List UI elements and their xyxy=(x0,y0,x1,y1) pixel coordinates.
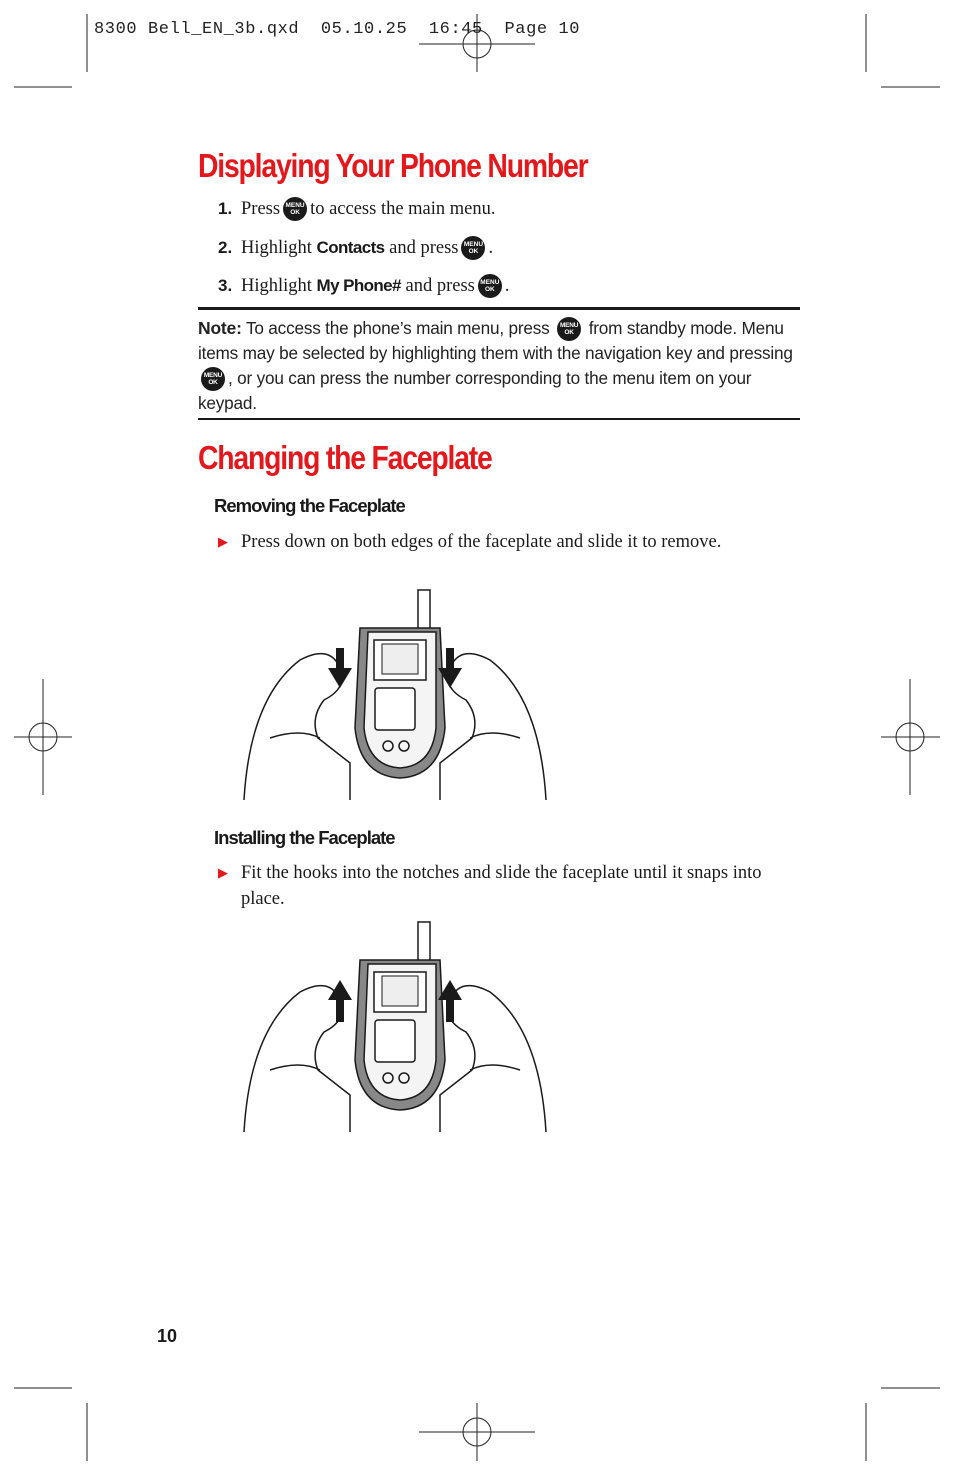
step-text: and press xyxy=(405,275,475,296)
menu-ok-button-icon: MENU OK xyxy=(478,274,502,298)
bullet-installing xyxy=(218,860,778,912)
menu-ok-button-icon: MENU OK xyxy=(201,367,225,391)
bullet-removing xyxy=(218,529,778,555)
bullet-text: Press down on both edges of the faceplate and slide it to remove. xyxy=(241,532,722,552)
step-number: 1. xyxy=(218,199,233,218)
illustration-installing-faceplate xyxy=(240,920,550,1132)
step-text: Highlight xyxy=(241,237,312,258)
bullet-text: Fit the hooks into the notches and slide the faceplate until it snaps into place. xyxy=(241,863,762,909)
step-text: Highlight xyxy=(241,275,312,296)
step-text: and press xyxy=(389,237,459,258)
menu-keyword: My Phone# xyxy=(316,276,401,295)
bullet-triangle-icon: ▶ xyxy=(218,865,228,880)
note-box xyxy=(198,316,804,415)
step-end: . xyxy=(504,275,510,296)
menu-ok-button-icon: MENU OK xyxy=(557,317,581,341)
step-2 xyxy=(218,234,493,262)
step-text: Press xyxy=(241,198,281,219)
slug-line: 8300 Bell_EN_3b.qxd 05.10.25 16:45 Page 10 xyxy=(94,20,581,39)
step-end: . xyxy=(488,237,494,258)
section-title-faceplate: Changing the Faceplate xyxy=(198,439,492,476)
subheading-removing: Removing the Faceplate xyxy=(214,495,405,516)
menu-keyword: Contacts xyxy=(316,238,385,257)
section-title-phone-number: Displaying Your Phone Number xyxy=(198,147,588,184)
step-text: to access the main menu. xyxy=(310,198,496,219)
note-text: from standby mode. Menu items may be selected by highlighting them with the navigation key and pressing xyxy=(198,318,793,364)
note-text: To access the phone’s main menu, press xyxy=(245,318,550,338)
registration-crosshair-icon xyxy=(14,679,72,795)
menu-ok-button-icon: MENU OK xyxy=(283,197,307,221)
note-label: Note: xyxy=(198,318,242,338)
step-number: 2. xyxy=(218,238,233,257)
subheading-installing: Installing the Faceplate xyxy=(214,827,395,848)
registration-crosshair-icon xyxy=(419,1403,535,1461)
note-top-rule xyxy=(198,307,800,310)
step-number: 3. xyxy=(218,276,233,295)
note-bottom-rule xyxy=(198,418,800,420)
step-1 xyxy=(218,195,496,223)
illustration-removing-faceplate xyxy=(240,588,550,800)
bullet-triangle-icon: ▶ xyxy=(218,534,228,549)
registration-crosshair-icon xyxy=(881,679,940,795)
step-3 xyxy=(218,272,510,300)
page-number: 10 xyxy=(157,1326,178,1346)
note-text: , or you can press the number corresponding to the menu item on your keypad. xyxy=(198,367,752,414)
menu-ok-button-icon: MENU OK xyxy=(461,236,485,260)
